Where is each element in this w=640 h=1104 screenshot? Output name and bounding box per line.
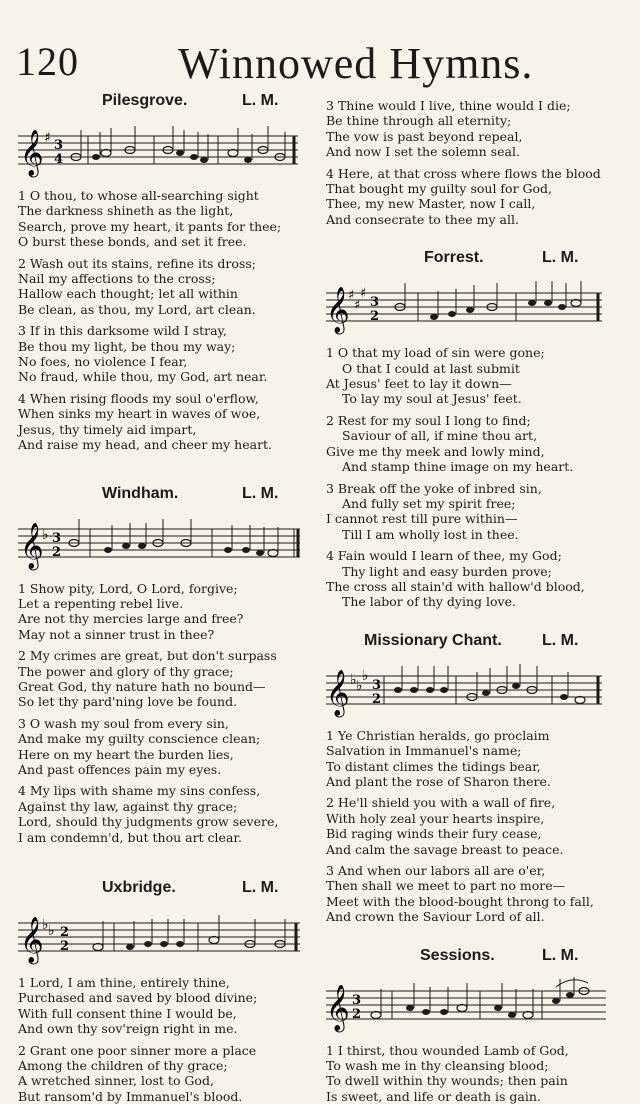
svg-text:2: 2 [352,1006,362,1022]
hymn-meter: L. M. [242,879,279,896]
svg-text:♯: ♯ [360,286,367,302]
verse-line: Then shall we meet to part no more— [326,878,566,894]
verse-line: 3 Thine would I live, thine would I die; [326,98,571,113]
hymn-title-row [18,92,318,116]
music-staff [326,660,616,722]
verse-line: And now I set the solemn seal. [326,144,520,160]
verse-line: With full consent thine I would be, [18,1005,237,1021]
treble-clef-icon: 𝄞 [20,917,44,963]
stanza [18,581,318,643]
verse-line: O burst these bonds, and set it free. [18,234,247,250]
verse-line: Hallow each thought; let all within [18,286,238,302]
verse-line: 2 Wash out its stains, refine its dross; [18,255,256,271]
verse-line: Search, prove my heart, it pants for thee; [18,218,282,234]
hymn-sessions [326,947,626,1104]
verse-line: Let a repenting rebel live. [18,595,184,611]
verse-line: 4 My lips with shame my sins confess, [18,783,261,799]
svg-text:♯: ♯ [44,130,51,146]
verse-line: The vow is past beyond repeal, [326,128,523,144]
verse-line: 2 Rest for my soul I long to find; [326,412,531,428]
hymn-title-row [326,249,626,273]
verse-line: And consecrate to thee my all. [326,211,519,227]
svg-text:♭: ♭ [362,667,369,684]
verse-line: 2 Grant one poor sinner more a place [18,1042,257,1058]
verse-line: To lay my soul at Jesus' feet. [342,391,522,407]
stanza [18,1043,318,1104]
verse-line: Lord, should thy judgments grow severe, [18,814,279,830]
verse-line: 1 Ye Christian heralds, go proclaim [326,727,550,743]
verse-line: Here on my heart the burden lies, [18,746,234,762]
verse-line: But ransom'd by Immanuel's blood. [18,1088,243,1104]
svg-text:♯: ♯ [354,298,361,314]
verse-line: Purchased and saved by blood divine; [18,990,258,1006]
verse-line: O that I could at last submit [342,360,520,376]
verse-line: 1 O thou, to whose all-searching sight [18,188,259,203]
treble-clef-icon: 𝄞 [326,984,350,1031]
svg-text:2: 2 [372,691,382,707]
svg-text:2: 2 [370,309,380,325]
verse-line: 1 O that my load of sin were gone; [326,345,545,361]
stanza [326,166,626,228]
hymn-meter: L. M. [542,946,579,964]
verse-line: To wash me in thy cleansing blood; [326,1058,549,1074]
stanza [326,795,626,857]
hymn-title-row [326,947,626,971]
page-header [0,0,640,90]
stanza [18,256,318,318]
verse-line: When sinks my heart in waves of woe, [18,406,261,422]
verse-line: No foes, no violence I fear, [18,354,188,370]
treble-clef-icon: 𝄞 [326,287,350,334]
treble-clef-icon: 𝄞 [326,669,350,716]
verse-line: Great God, thy nature hath no bound— [18,678,266,694]
stanza [326,413,626,475]
verse-line: 3 O wash my soul from every sin, [18,715,229,731]
stanza [326,98,626,160]
verse-line: Till I am wholly lost in thee. [342,526,519,542]
verse-line: May not a sinner trust in thee? [18,626,215,642]
hymn-uxbridge [18,879,318,1104]
hymn-forrest [326,249,626,610]
hymn-title-row [326,632,626,656]
verse-line: And raise my head, and cheer my heart. [18,437,273,453]
verse-line: At Jesus' feet to lay it down— [326,376,512,392]
stanza [326,863,626,925]
verse-line: That bought my guilty soul for God, [326,181,553,197]
verse-line: So let thy pard'ning love be found. [18,694,238,710]
svg-text:♭: ♭ [350,671,357,688]
hymn-name: Missionary Chant. [364,631,502,649]
music-staff [18,513,308,575]
verse-line: Be clean, as thou, my Lord, art clean. [18,301,256,317]
verse-line: Nail my affections to the cross; [18,271,216,287]
verse-line: Be thou my light, be thou my way; [18,338,236,354]
verse-line: Thy light and easy burden prove; [342,563,552,579]
verse-line: And plant the rose of Sharon there. [326,773,551,789]
verse-line: And crown the Saviour Lord of all. [326,909,545,925]
svg-text:2: 2 [52,544,62,560]
verse-line: Meet with the blood-bought throng to fall, [326,893,594,909]
verse-line: And fully set my spirit free; [342,495,516,511]
verse-line: I am condemn'd, but thou art clear. [18,829,242,845]
verse-line: 3 Break off the yoke of inbred sin, [326,480,542,496]
book-title: Winnowed Hymns. [178,39,534,88]
stanza [326,345,626,407]
right-column [326,92,626,1104]
hymn-missionary-chant [326,632,626,925]
music-staff [18,907,308,969]
verse-line: To dwell within thy wounds; then pain [326,1073,568,1089]
hymn-meter: L. M. [242,484,279,502]
verse-line: The cross all stain'd with hallow'd blood, [326,578,585,594]
svg-text:♭: ♭ [42,917,49,933]
verse-line: Salvation in Immanuel's name; [326,743,522,759]
stanza [18,783,318,845]
verse-line: 2 My crimes are great, but don't surpass [18,648,277,664]
verse-line: Be thine through all eternity; [326,113,512,129]
verse-line: The labor of thy dying love. [342,594,516,610]
verse-line: The darkness shineth as the light, [18,203,234,219]
verse-line: I cannot rest till pure within— [326,511,518,527]
hymn-pilesgrove [18,92,318,453]
verse-line: Give me thy meek and lowly mind, [326,443,545,459]
verse-line: With holy zeal your hearts inspire, [326,810,545,826]
stanza [326,1043,626,1104]
hymn-windham [18,485,318,846]
stanza [18,391,318,453]
hymn-meter: L. M. [542,249,579,267]
svg-text:2: 2 [60,925,70,940]
hymn-meter: L. M. [542,631,579,649]
hymn-name: Sessions. [420,946,495,964]
svg-text:♯: ♯ [348,288,355,304]
stanza [18,188,318,250]
verse-line: 4 Fain would I learn of thee, my God; [326,548,562,564]
verse-line: And make my guilty conscience clean; [18,731,261,747]
verse-line: Among the children of thy grace; [18,1058,228,1074]
treble-clef-icon: 𝄞 [20,522,44,569]
svg-text:3: 3 [352,992,362,1008]
verse-line: Thee, my new Master, now I call, [326,196,536,212]
svg-text:♭: ♭ [42,526,49,543]
verse-line: 3 And when our labors all are o'er, [326,863,546,878]
svg-text:3: 3 [370,295,380,311]
verse-line: And calm the savage breast to peace. [326,841,564,857]
verse-line: The power and glory of thy grace; [18,663,234,679]
verse-line: 1 I thirst, thou wounded Lamb of God, [326,1042,569,1058]
verse-line: 4 When rising floods my soul o'erflow, [18,390,259,406]
page-number: 120 [16,39,79,84]
stanza [326,548,626,610]
verse-line: 1 Show pity, Lord, O Lord, forgive; [18,580,238,596]
verse-line: 3 If in this darksome wild I stray, [18,323,227,339]
verse-line: Is sweet, and life or death is gain. [326,1088,541,1104]
stanza [326,481,626,543]
stanza [18,975,318,1037]
stanza [18,716,318,778]
verse-line: And stamp thine image on my heart. [342,459,574,475]
music-staff [326,277,616,339]
treble-clef-icon: 𝄞 [20,130,44,176]
hymn-continuation [326,98,626,227]
verse-line: And own thy sov'reign right in me. [18,1021,238,1037]
verse-line: Jesus, thy timely aid impart, [18,421,197,437]
hymn-meter: L. M. [242,92,279,109]
hymn-name: Pilesgrove. [102,92,188,109]
svg-text:3: 3 [52,530,62,546]
stanza [18,323,318,385]
verse-line: 1 Lord, I am thine, entirely thine, [18,975,230,990]
verse-line: 2 He'll shield you with a wall of fire, [326,795,556,811]
verse-line: To distant climes the tidings bear, [326,758,541,774]
svg-text:4: 4 [54,152,64,167]
stanza [18,648,318,710]
verse-line: 4 Here, at that cross where flows the blood [326,165,601,181]
hymn-title-row [18,879,318,903]
music-staff [18,120,308,182]
verse-line: A wretched sinner, lost to God, [18,1073,214,1089]
svg-text:3: 3 [372,677,382,693]
stanza [326,728,626,790]
svg-text:2: 2 [60,939,70,954]
verse-line: No fraud, while thou, my God, art near. [18,369,268,385]
svg-text:♭: ♭ [48,923,55,939]
verse-line: And past offences pain my eyes. [18,761,222,777]
hymn-name: Uxbridge. [102,879,176,896]
hymn-title-row [18,485,318,509]
svg-text:♭: ♭ [356,677,363,694]
hymn-name: Windham. [102,484,179,502]
verse-line: Are not thy mercies large and free? [18,611,244,627]
verse-line: Bid raging winds their fury cease, [326,826,542,842]
svg-text:3: 3 [54,138,64,153]
verse-line: Against thy law, against thy grace; [18,798,238,814]
hymn-name: Forrest. [424,249,484,267]
music-staff [326,975,616,1037]
left-column [18,92,318,1104]
verse-line: Saviour of all, if mine thou art, [342,428,538,444]
